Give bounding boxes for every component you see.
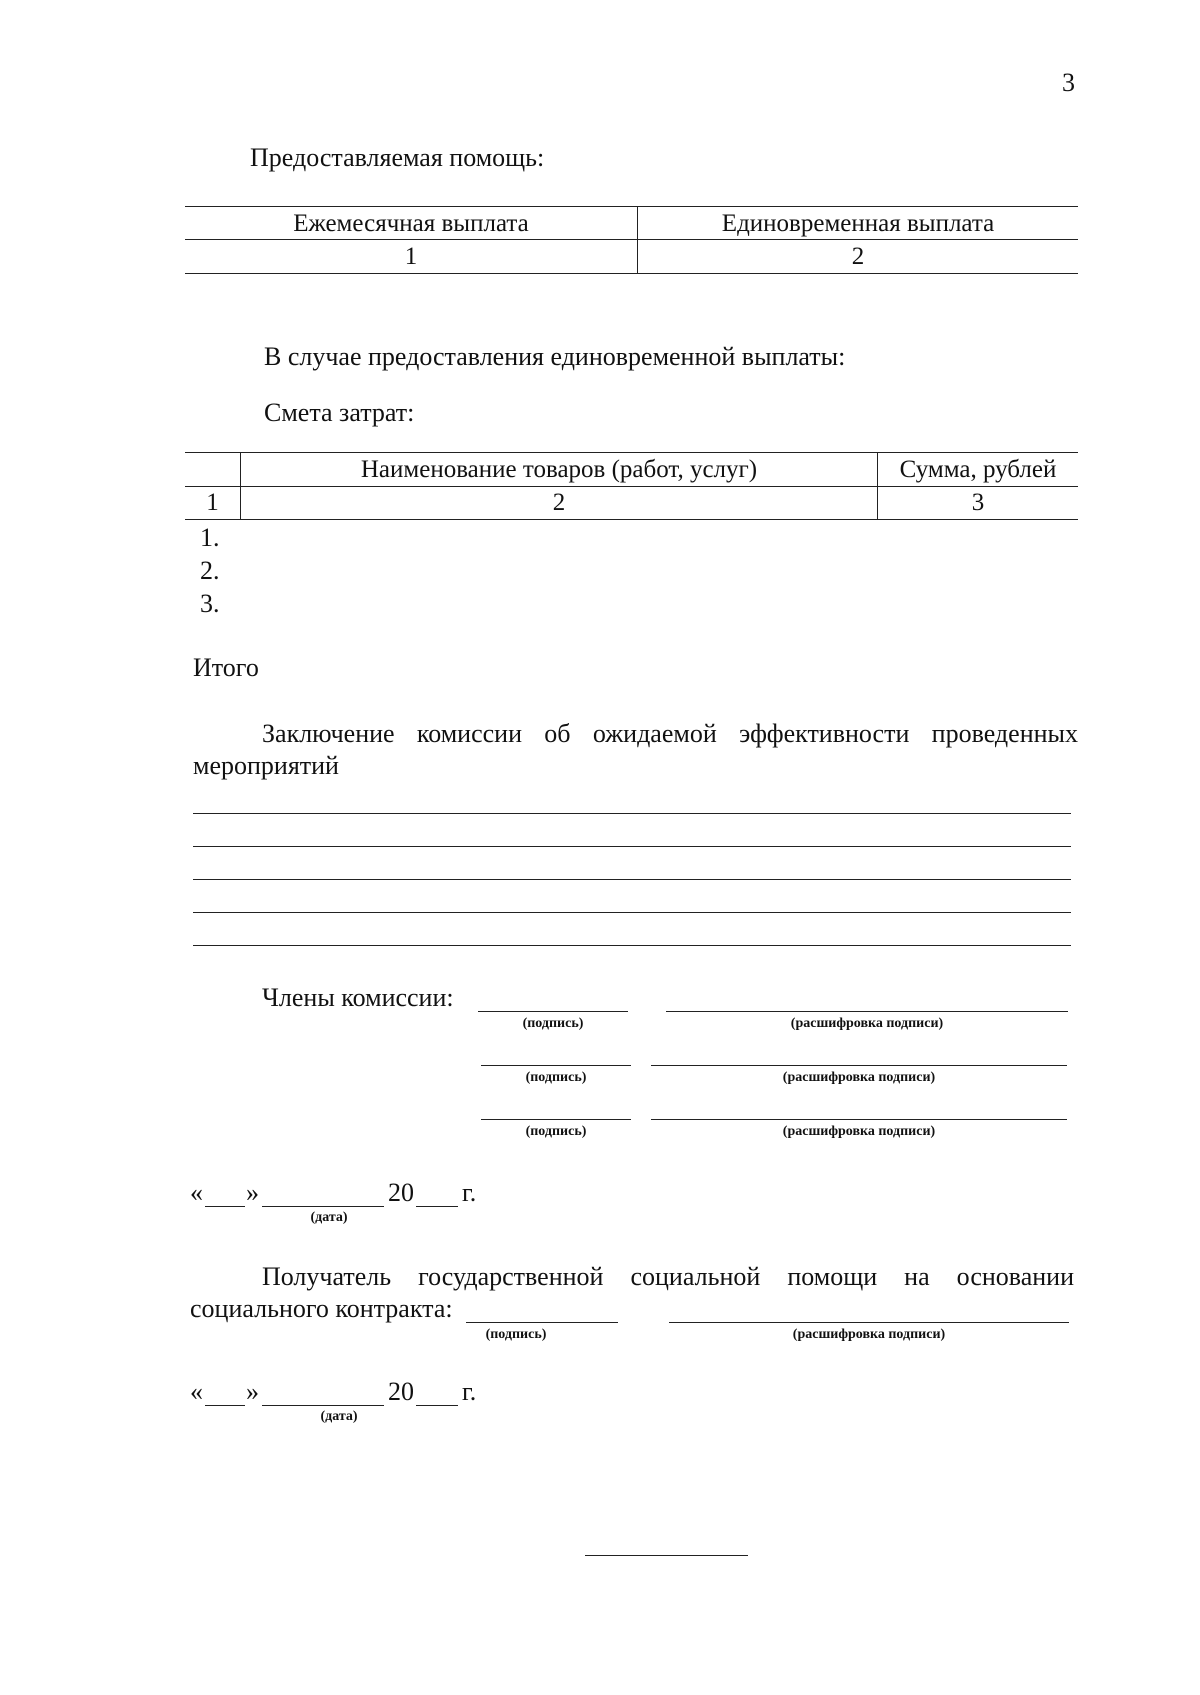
end-separator: [585, 1555, 748, 1556]
date-close-quote: »: [246, 1178, 259, 1207]
signature-caption: (подпись): [485, 1327, 547, 1342]
one-time-title: В случае предоставления единовременной выплаты:: [264, 342, 846, 371]
date-close-quote: »: [246, 1377, 259, 1406]
date-year-suffix: г.: [462, 1377, 477, 1406]
recipient-line-1: Получатель государственной социальной помощи на основании: [262, 1262, 1074, 1291]
date-open-quote: «: [190, 1377, 203, 1406]
date-caption: (дата): [320, 1409, 358, 1424]
assistance-title: Предоставляемая помощь:: [250, 143, 545, 172]
estimate-row-3: 3.: [200, 589, 220, 618]
assistance-col-number-1: 1: [404, 243, 418, 270]
assistance-col-monthly: Ежемесячная выплата: [293, 210, 529, 237]
total-label: Итого: [193, 653, 259, 682]
estimate-title: Смета затрат:: [264, 398, 415, 427]
estimate-row-2: 2.: [200, 556, 220, 585]
date-caption: (дата): [310, 1210, 348, 1225]
recipient-line-2: социального контракта:: [190, 1294, 453, 1323]
estimate-header-name: Наименование товаров (работ, услуг): [360, 456, 758, 483]
date-year-prefix: 20: [388, 1377, 414, 1406]
decoding-caption: (расшифровка подписи): [782, 1124, 936, 1139]
conclusion-line-1: Заключение комиссии об ожидаемой эффективности проведенных: [262, 719, 1078, 748]
date-year-prefix: 20: [388, 1178, 414, 1207]
assistance-col-onetime: Единовременная выплата: [721, 210, 995, 237]
estimate-col-number-3: 3: [971, 489, 985, 516]
page-number: 3: [1062, 68, 1075, 97]
decoding-caption: (расшифровка подписи): [782, 1070, 936, 1085]
commission-label: Члены комиссии:: [262, 983, 454, 1012]
signature-caption: (подпись): [525, 1070, 587, 1085]
signature-caption: (подпись): [522, 1016, 584, 1031]
estimate-header-sum: Сумма, рублей: [899, 456, 1057, 483]
signature-caption: (подпись): [525, 1124, 587, 1139]
conclusion-line-2: мероприятий: [193, 751, 339, 780]
estimate-col-number-2: 2: [552, 489, 566, 516]
date-open-quote: «: [190, 1178, 203, 1207]
date-year-suffix: г.: [462, 1178, 477, 1207]
decoding-caption: (расшифровка подписи): [792, 1327, 946, 1342]
estimate-row-1: 1.: [200, 523, 220, 552]
assistance-col-number-2: 2: [851, 243, 865, 270]
estimate-col-number-1: 1: [206, 489, 219, 516]
decoding-caption: (расшифровка подписи): [790, 1016, 944, 1031]
